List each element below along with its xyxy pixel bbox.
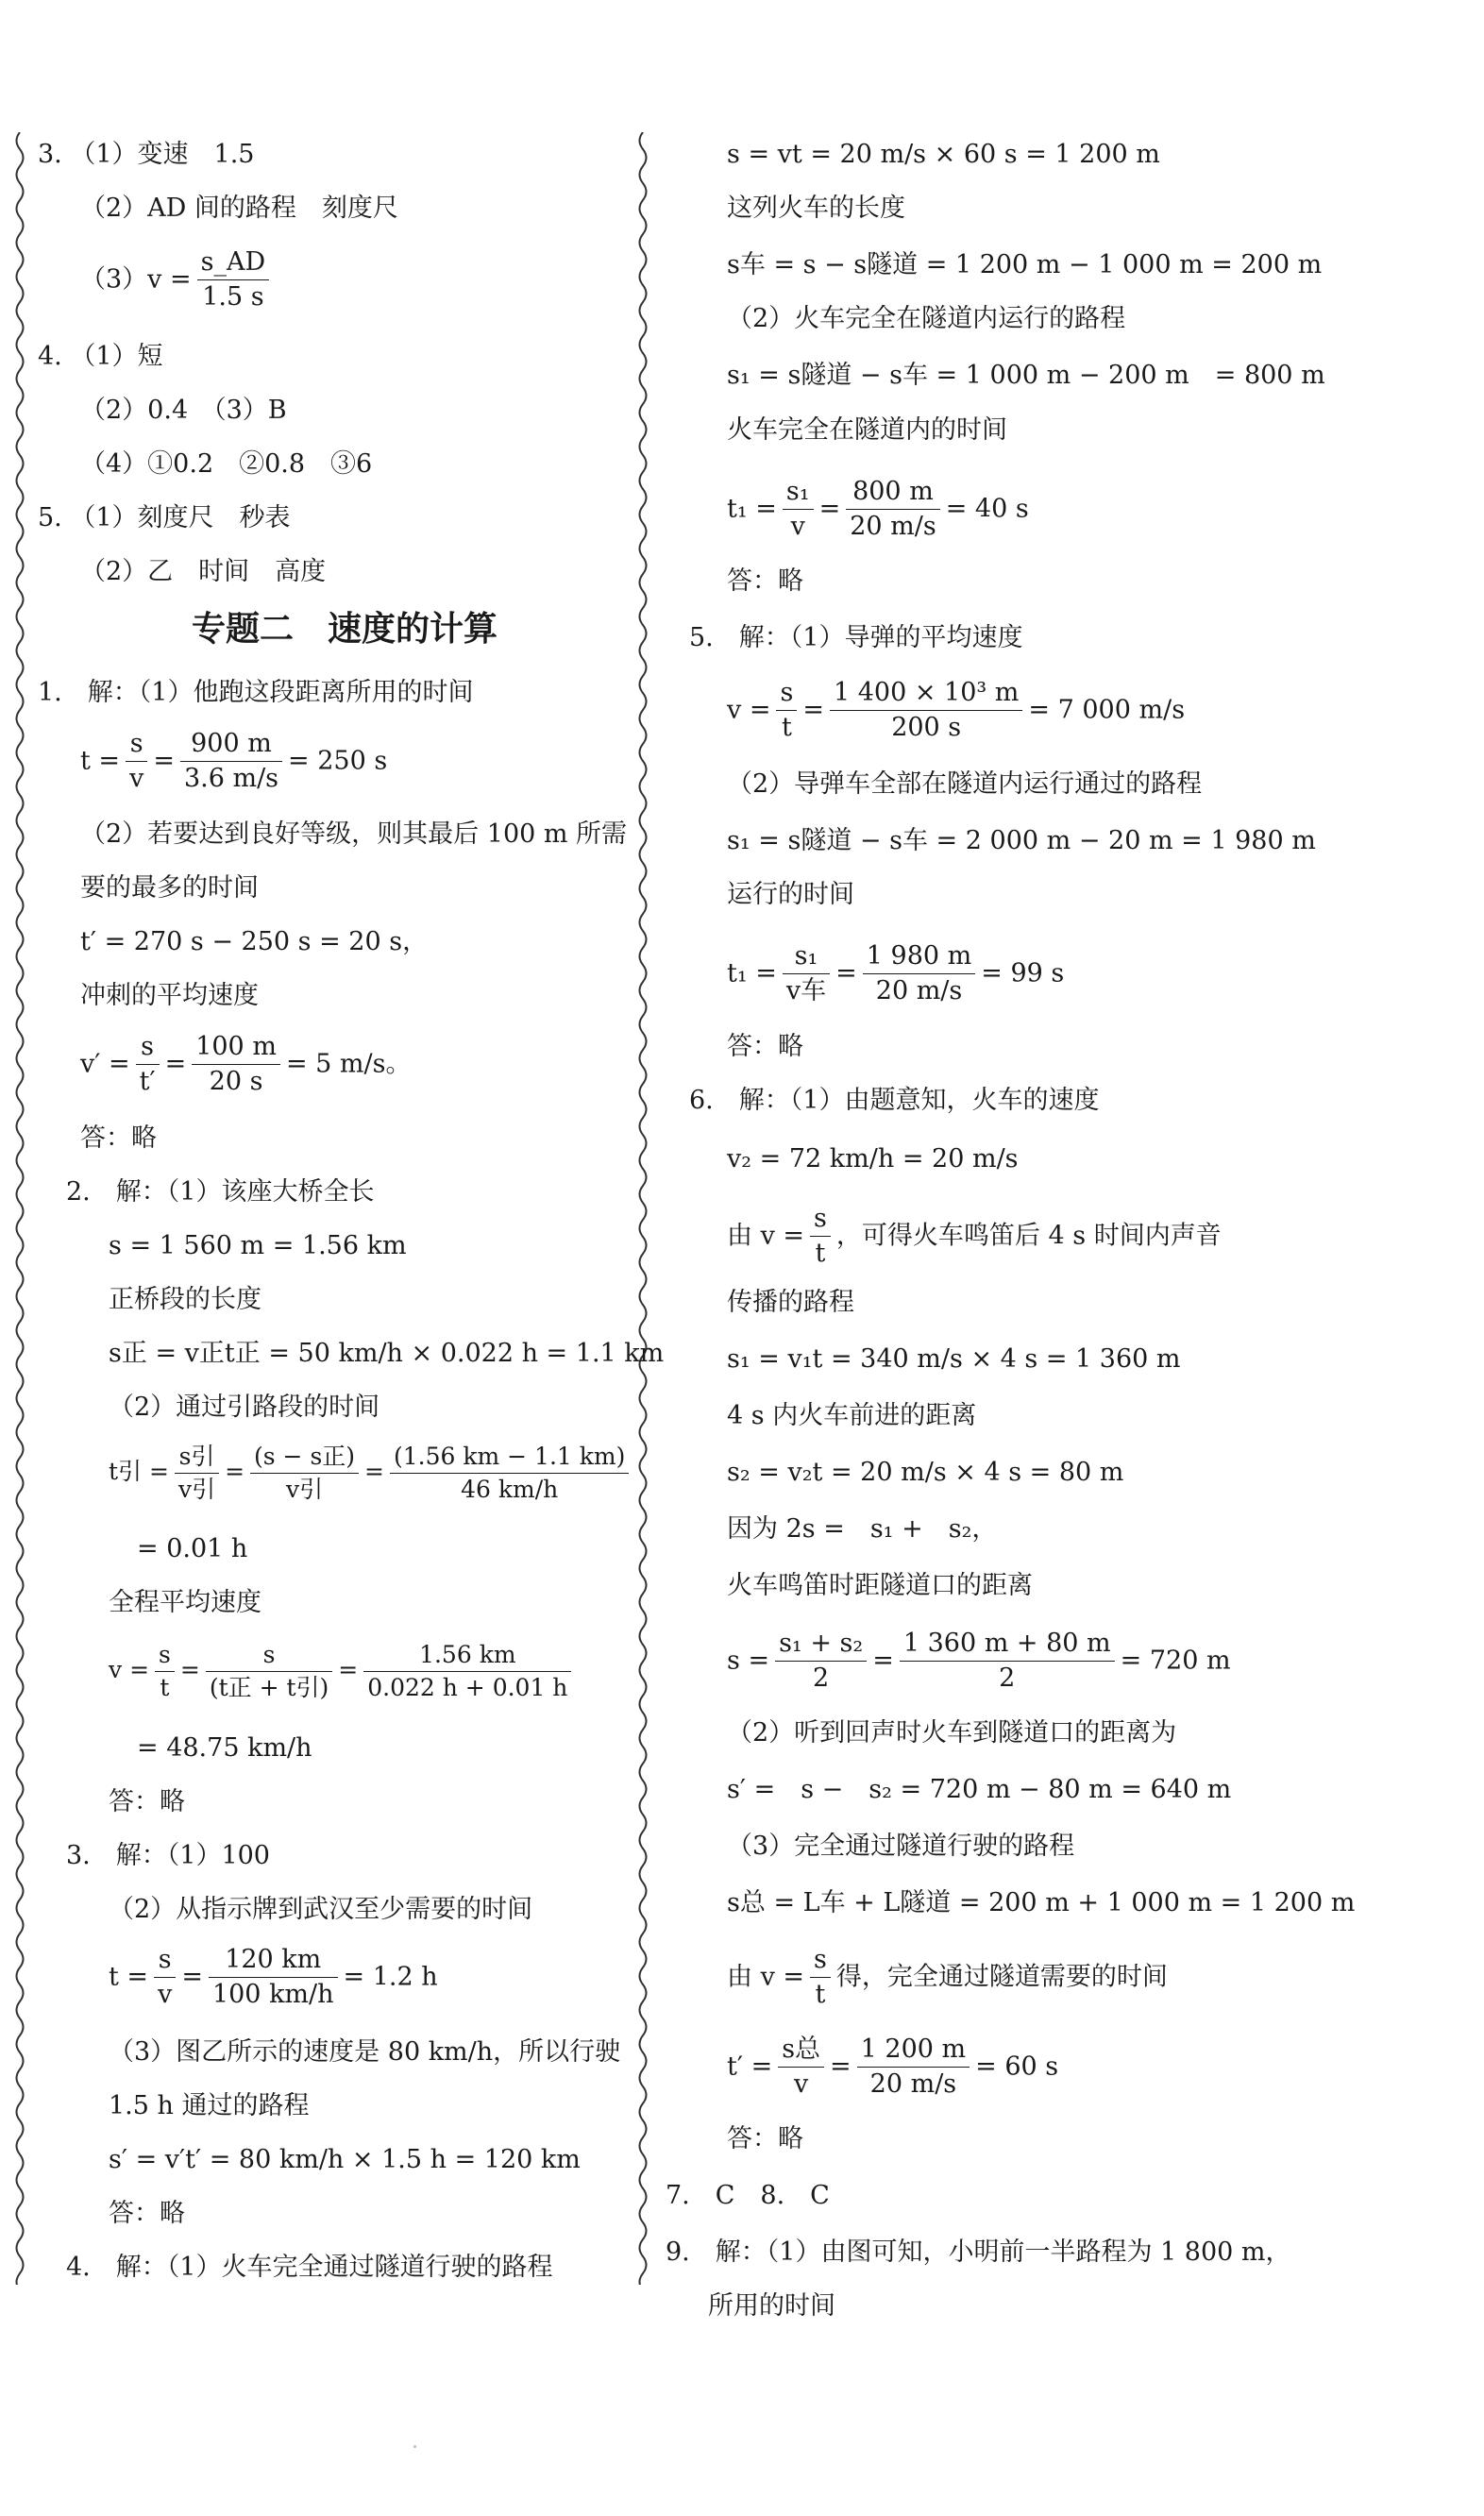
p3-line1: 3. 解：（1）100: [66, 1841, 270, 1870]
r-p7-line1: 7. C 8. C: [666, 2181, 830, 2210]
p1-line5: 冲刺的平均速度: [80, 981, 259, 1010]
r-p4-line4: （2）火车完全在隧道内运行的路程: [727, 304, 1126, 333]
r-p5-answer: 答：略: [727, 1032, 803, 1061]
q3-line2: （2）AD 间的路程 刻度尺: [80, 194, 398, 223]
r-p4-formula1: t₁ = $\frac{\text{s₁}}{v}$ = $\frac{800 m}{20 m/s}$ = 40 s: [727, 477, 1029, 542]
q4-line3: （4）①0.2 ②0.8 ③6: [80, 449, 373, 479]
p2-formula2: v = $\frac{s}{t}$ = $\frac{s}{\text{(t正 + t引)}}$ = $\frac{1.56 km}{0.022 h + 0.01 h}$: [109, 1641, 577, 1702]
r-p6-line14: 由 v = $\frac{s}{t}$ 得，完全通过隧道需要的时间: [727, 1945, 1168, 2010]
p3-line2: （2）从指示牌到武汉至少需要的时间: [109, 1895, 533, 1924]
r-p5-line3: s₁ = s隧道 − s车 = 2 000 m − 20 m = 1 980 m: [727, 826, 1316, 855]
r-p6-line6: 4 s 内火车前进的距离: [727, 1401, 977, 1430]
page-speck: [413, 2445, 416, 2448]
p1-line2: （2）若要达到良好等级，则其最后 100 m 所需: [80, 819, 628, 849]
p2-line3: 正桥段的长度: [109, 1285, 261, 1314]
r-p6-line8: 因为 2s = s₁ + s₂，: [727, 1514, 998, 1544]
p4-line1: 4. 解：（1）火车完全通过隧道行驶的路程: [66, 2253, 553, 2282]
p1-line4: t′ = 270 s − 250 s = 20 s，: [80, 927, 429, 956]
r-p6-line1: 6. 解：（1）由题意知，火车的速度: [689, 1086, 1100, 1115]
r-p9-line2: 所用的时间: [708, 2291, 835, 2321]
r-p6-answer: 答：略: [727, 2124, 803, 2153]
r-p6-line5: s₁ = v₁t = 340 m/s × 4 s = 1 360 m: [727, 1344, 1181, 1374]
p1-formula2: v′ = $\frac{s}{t'}$ = $\frac{100 m}{20 s}$ = 5 m/s。: [80, 1032, 412, 1097]
r-p4-line6: 火车完全在隧道内的时间: [727, 415, 1007, 445]
r-p6-line7: s₂ = v₂t = 20 m/s × 4 s = 80 m: [727, 1458, 1124, 1487]
r-p6-line3: 由 v = $\frac{s}{t}$ ，可得火车鸣笛后 4 s 时间内声音: [727, 1204, 1222, 1269]
r-p5-line1: 5. 解：（1）导弹的平均速度: [689, 623, 1023, 652]
r-p6-line12: （3）完全通过隧道行驶的路程: [727, 1832, 1075, 1861]
p1-formula1: t = $\frac{s}{v}$ = $\frac{900 m}{3.6 m/s}$ = 250 s: [80, 729, 388, 794]
r-p6-line10: （2）听到回声时火车到隧道口的距离为: [727, 1718, 1177, 1748]
q3-line1: 3. （1）变速 1.5: [38, 140, 255, 169]
r-p4-line3: s车 = s − s隧道 = 1 200 m − 1 000 m = 200 m: [727, 250, 1323, 279]
r-p9-line1: 9. 解：（1）由图可知，小明前一半路程为 1 800 m，: [666, 2237, 1291, 2267]
p1-line3: 要的最多的时间: [80, 873, 259, 903]
p2-line7: 全程平均速度: [109, 1588, 261, 1617]
r-p4-line5: s₁ = s隧道 − s车 = 1 000 m − 200 m = 800 m: [727, 361, 1325, 390]
section-heading: 专题二 速度的计算: [191, 610, 497, 649]
r-p6-line11: s′ = s − s₂ = 720 m − 80 m = 640 m: [727, 1775, 1232, 1804]
p2-line8: = 48.75 km/h: [137, 1733, 312, 1763]
wavy-border-right: [632, 132, 653, 2285]
r-p5-line4: 运行的时间: [727, 880, 854, 909]
p3-formula1: t = $\frac{s}{v}$ = $\frac{120 km}{100 km/h}$ = 1.2 h: [109, 1945, 438, 2010]
r-p4-line1: s = vt = 20 m/s × 60 s = 1 200 m: [727, 140, 1160, 169]
q5-line2: （2）乙 时间 高度: [80, 557, 327, 586]
r-p5-line2: （2）导弹车全部在隧道内运行通过的路程: [727, 769, 1203, 799]
q5-line1: 5. （1）刻度尺 秒表: [38, 503, 291, 532]
r-p6-line2: v₂ = 72 km/h = 20 m/s: [727, 1144, 1019, 1174]
p1-line1: 1. 解：（1）他跑这段距离所用的时间: [38, 678, 474, 707]
r-p6-line4: 传播的路程: [727, 1288, 854, 1317]
r-p6-formula1: s = $\frac{\text{s₁ + s₂}}{2}$ = $\frac{1 360 m + 80 m}{2}$ = 720 m: [727, 1629, 1231, 1694]
p2-answer: 答：略: [109, 1787, 185, 1816]
r-p5-formula2: t₁ = $\frac{\text{s₁}}{\text{v车}}$ = $\frac{1 980 m}{20 m/s}$ = 99 s: [727, 941, 1065, 1006]
p3-line4: 1.5 h 通过的路程: [109, 2091, 310, 2120]
p3-line3: （3）图乙所示的速度是 80 km/h，所以行驶: [109, 2037, 621, 2067]
p2-line5: （2）通过引路段的时间: [109, 1393, 380, 1422]
p3-line5: s′ = v′t′ = 80 km/h × 1.5 h = 120 km: [109, 2145, 581, 2174]
r-p4-answer: 答：略: [727, 566, 803, 596]
p2-line4: s正 = v正t正 = 50 km/h × 0.022 h = 1.1 km: [109, 1339, 665, 1368]
p3-answer: 答：略: [109, 2199, 185, 2228]
q4-line2: （2）0.4 （3）B: [80, 396, 287, 425]
r-p6-formula2: t′ = $\frac{\text{s总}}{v}$ = $\frac{1 200 m}{20 m/s}$ = 60 s: [727, 2035, 1059, 2100]
wavy-border-left: [9, 132, 30, 2285]
r-p4-line2: 这列火车的长度: [727, 194, 905, 223]
r-p6-line9: 火车鸣笛时距隧道口的距离: [727, 1571, 1033, 1600]
p2-line2: s = 1 560 m = 1.56 km: [109, 1231, 407, 1260]
p2-formula1: t引 = $\frac{\text{s引}}{\text{v引}}$ = $\frac{\text{(s − s正)}}{\text{v引}}$ = $\frac{(1.56 km - 1.1 km)}{46 km/h}$: [109, 1443, 634, 1504]
p2-line6: = 0.01 h: [137, 1534, 248, 1563]
p1-answer: 答：略: [80, 1123, 157, 1153]
r-p6-line13: s总 = L车 + L隧道 = 200 m + 1 000 m = 1 200 m: [727, 1888, 1356, 1917]
r-p5-formula1: v = $\frac{s}{t}$ = $\frac{\text{1 400 × 10³ m}}{200 s}$ = 7 000 m/s: [727, 678, 1186, 743]
q4-line1: 4. （1）短: [38, 342, 163, 371]
p2-line1: 2. 解：（1）该座大桥全长: [66, 1177, 375, 1207]
q3-line3: （3）v = $\frac{s\_AD}{1.5 s}$: [80, 247, 275, 313]
